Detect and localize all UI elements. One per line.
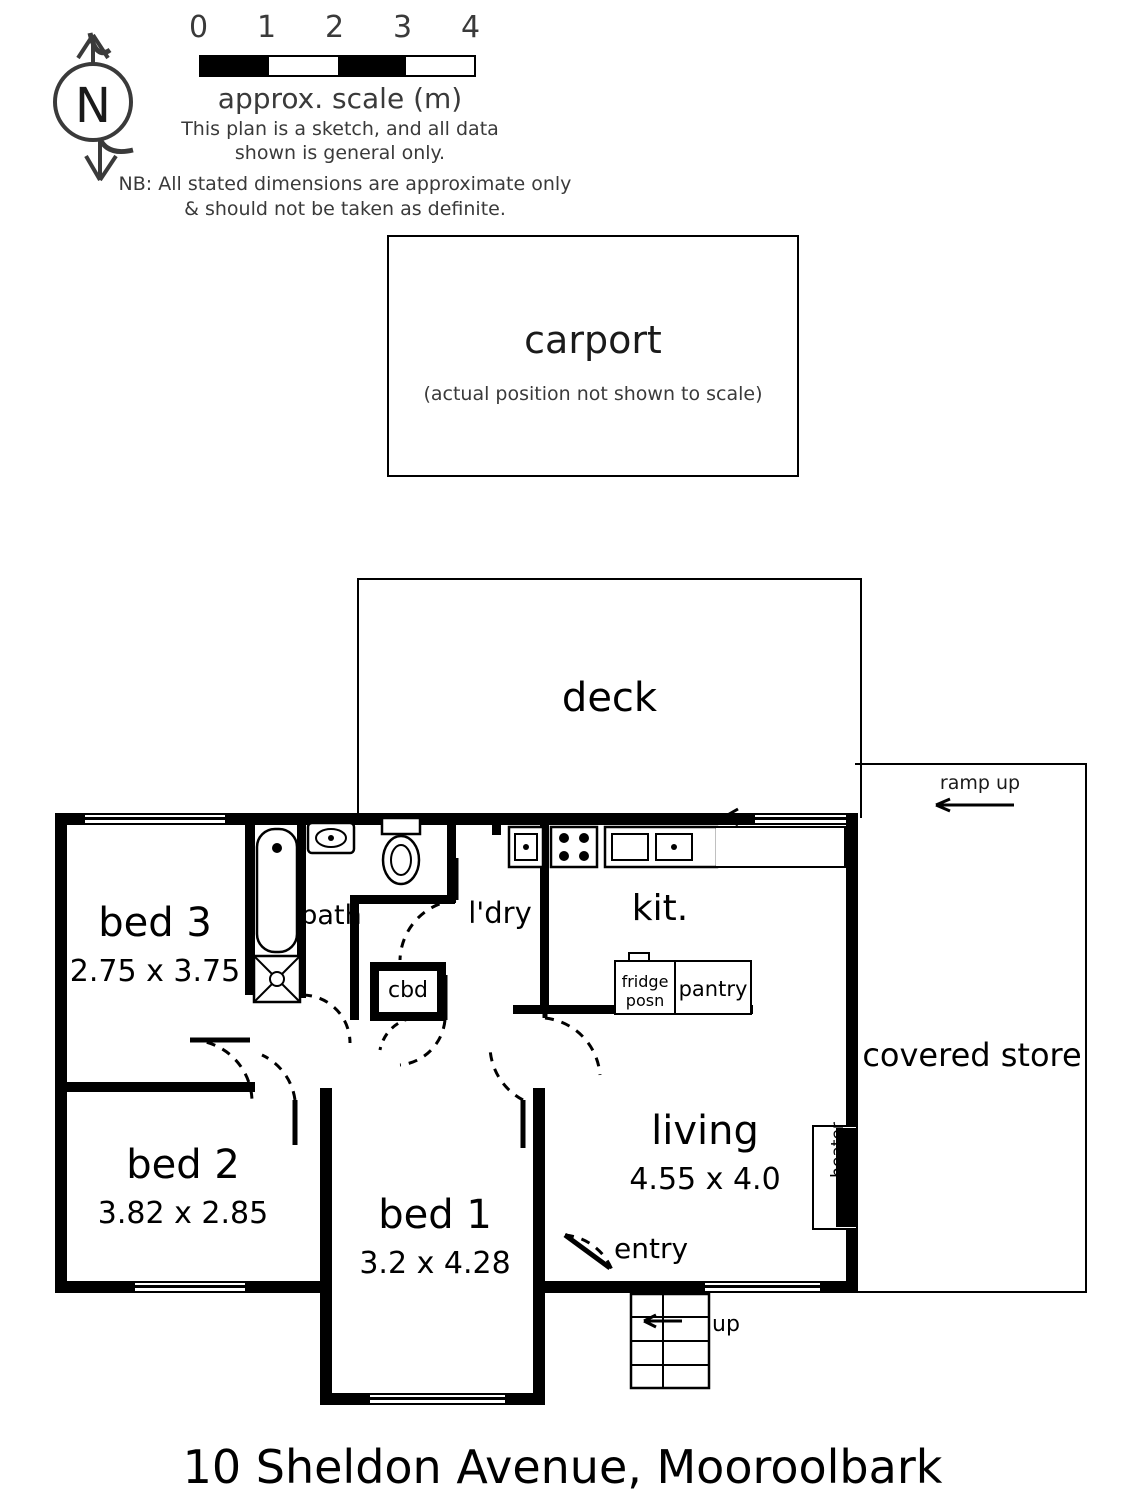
wall-between-bed3-bed2 (55, 1082, 255, 1092)
room-cupboard-label: cbd (387, 978, 429, 1003)
room-bath-label: bath (300, 900, 362, 931)
stairs-up-label: up (712, 1312, 740, 1337)
basin-icon (307, 822, 355, 854)
stairs-upper-landing (662, 1293, 710, 1389)
wall-south-bed2-b (245, 1281, 325, 1293)
north-compass-icon (38, 30, 153, 180)
page-title: 10 Sheldon Avenue, Mooroolbark (182, 1440, 943, 1494)
room-kitchen-label: kit. (631, 888, 689, 929)
room-bed3 (55, 900, 255, 989)
carport-note: (actual position not shown to scale) (423, 383, 763, 405)
room-bed1-name: bed 1 (378, 1192, 492, 1238)
deck-label: deck (561, 675, 658, 721)
laundry-trough-icon (508, 826, 544, 868)
entry-label: entry (614, 1232, 689, 1265)
scale-tick-labels (175, 10, 495, 50)
room-bed3-name: bed 3 (98, 900, 212, 946)
room-bed2-dims: 3.82 x 2.85 (97, 1196, 269, 1231)
wall-cbd-top (370, 962, 445, 971)
ramp-arrow-icon (928, 798, 1014, 812)
room-bed3-dims: 2.75 x 3.75 (69, 954, 241, 989)
scale-tick-3: 3 (393, 10, 413, 45)
scale-bar (199, 55, 476, 77)
room-bed1-dims: 3.2 x 4.28 (359, 1246, 511, 1281)
shower-icon (253, 955, 301, 1003)
scale-tick-4: 4 (461, 10, 481, 45)
room-living-name: living (651, 1108, 759, 1154)
room-living (570, 1108, 840, 1197)
fridge-top-nub (628, 952, 650, 962)
window-bed3-north-pane (85, 817, 225, 820)
window-living-south-pane (705, 1285, 820, 1288)
room-bed2 (48, 1142, 318, 1231)
compass-north-letter: N (75, 78, 111, 134)
pantry-label: pantry (678, 977, 748, 1001)
room-bed2-name: bed 2 (126, 1142, 240, 1188)
covered-store-label: covered store (862, 1036, 1082, 1074)
bathtub-icon (256, 828, 298, 953)
covered-store-outline (855, 763, 1087, 1293)
sketch-disclaimer: This plan is a sketch, and all data shown is general only. (181, 118, 499, 164)
ramp-up-label: ramp up (939, 772, 1021, 794)
scale-tick-1: 1 (257, 10, 277, 45)
wall-ldry-north-stub (492, 813, 501, 835)
scale-caption: approx. scale (m) (217, 82, 463, 115)
window-bed2-south-pane (135, 1285, 250, 1288)
heater-label: heater (828, 1122, 848, 1178)
window-bed1-south-pane (370, 1397, 505, 1400)
wall-cbd-south (370, 1012, 446, 1021)
wall-wc-east (447, 813, 456, 903)
cooktop-icon (550, 826, 598, 868)
kitchen-sink-icon (604, 826, 718, 868)
scale-tick-0: 0 (189, 10, 209, 45)
stairs-arrow-icon (640, 1313, 682, 1329)
window-kitchen-north-pane (755, 817, 850, 820)
room-living-dims: 4.55 x 4.0 (629, 1162, 781, 1197)
kitchen-bench (716, 826, 846, 868)
room-laundry-label: l'dry (468, 896, 532, 930)
carport-label: carport (524, 318, 662, 362)
kitchen-door-arrow-icon (722, 806, 752, 828)
room-bed1 (325, 1192, 545, 1281)
fridge-label: fridge posn (621, 972, 669, 1010)
toilet-icon (378, 818, 424, 886)
scale-tick-2: 2 (325, 10, 345, 45)
dimensions-disclaimer: NB: All stated dimensions are approximate only & should not be taken as definite. (118, 173, 572, 220)
